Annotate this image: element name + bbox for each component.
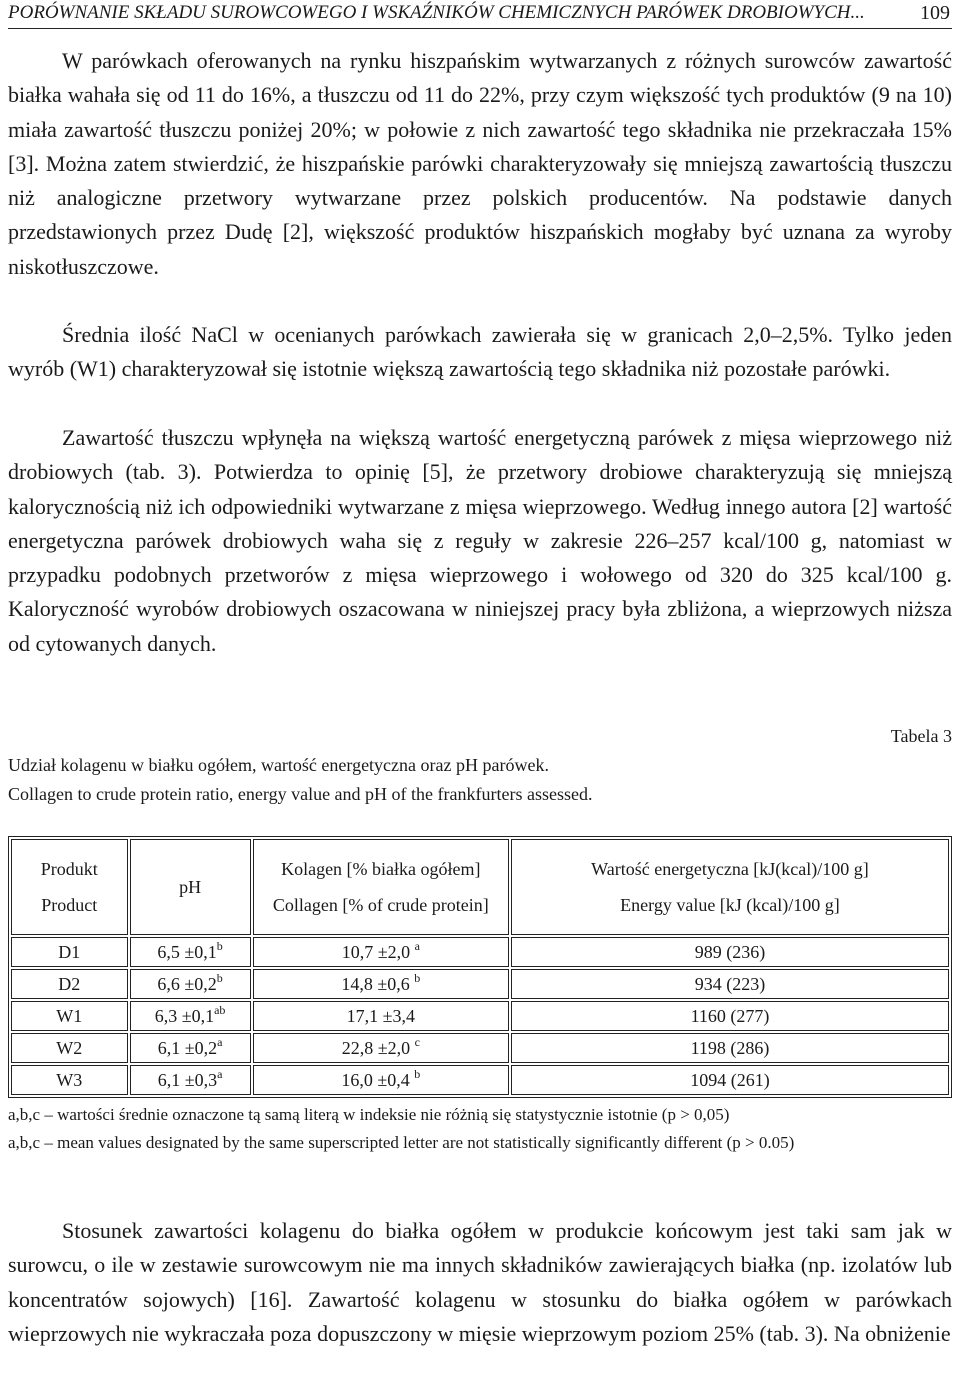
table-number: Tabela 3 bbox=[890, 726, 952, 746]
header-collagen-pl: Kolagen [% białka ogółem] bbox=[281, 859, 481, 880]
table-row bbox=[11, 1065, 949, 1095]
table-caption-en: Collagen to crude protein ratio, energy value and pH of the frankfurters assessed. bbox=[8, 784, 593, 804]
cell-product: D2 bbox=[11, 969, 128, 999]
cell-energy: 1198 (286) bbox=[511, 1033, 949, 1063]
header-collagen bbox=[253, 839, 509, 935]
header-product-pl: Produkt bbox=[40, 859, 98, 880]
table-note-pl: a,b,c – wartości średnie oznaczone tą samą literą w indeksie nie różnią się statystycznie istotnie (p > 0,05) bbox=[8, 1105, 730, 1124]
header-energy-en: Energy value [kJ (kcal)/100 g] bbox=[620, 895, 840, 916]
header-product bbox=[11, 839, 128, 935]
paragraph-3 bbox=[8, 421, 952, 661]
page-header bbox=[8, 2, 952, 29]
cell-ph: 6,1 ±0,3$^a$ bbox=[130, 1065, 251, 1095]
cell-ph: 6,3 ±0,1$^{ab}$ bbox=[130, 1001, 251, 1031]
header-product-en: Product bbox=[41, 895, 98, 916]
cell-ph: 6,6 ±0,2$^b$ bbox=[130, 969, 251, 999]
table-row bbox=[11, 1001, 949, 1031]
header-collagen-en: Collagen [% of crude protein] bbox=[272, 895, 489, 916]
table-row bbox=[11, 1033, 949, 1063]
table-note-en: a,b,c – mean values designated by the same superscripted letter are not statistically significantly different (p > 0.05) bbox=[8, 1133, 795, 1152]
paragraph-4-text: Stosunek zawartości kolagenu do białka ogółem w produkcie końcowym jest taki sam jak w surowcu, o ile w zestawie surowcowym nie ma innych składników zawierających białka (np. izolatów lub koncentratów sojowych) [16]. Zawartość kolagenu w stosunku do białka ogółem w parówkach wieprzowych nie wykraczała poza dopuszczony w mięsie wieprzowym poziom 25% (tab. 3). Na obniżenie bbox=[8, 1218, 952, 1346]
cell-product: W2 bbox=[11, 1033, 128, 1063]
cell-collagen: 17,1 ±3,4 bbox=[253, 1001, 509, 1031]
cell-collagen: 22,8 ±2,0 $^c$ bbox=[253, 1033, 509, 1063]
cell-collagen: 10,7 ±2,0 $^a$ bbox=[253, 937, 509, 967]
cell-ph: 6,5 ±0,1$^b$ bbox=[130, 937, 251, 967]
cell-product: W1 bbox=[11, 1001, 128, 1031]
cell-collagen: 16,0 ±0,4 $^b$ bbox=[253, 1065, 509, 1095]
paragraph-1 bbox=[8, 44, 952, 284]
cell-energy: 1160 (277) bbox=[511, 1001, 949, 1031]
paragraph-4 bbox=[8, 1214, 952, 1351]
table-row bbox=[11, 937, 949, 967]
cell-energy: 934 (223) bbox=[511, 969, 949, 999]
table-row bbox=[11, 969, 949, 999]
header-ph: pH bbox=[130, 839, 251, 935]
cell-product: W3 bbox=[11, 1065, 128, 1095]
running-title: PORÓWNANIE SKŁADU SUROWCOWEGO I WSKAŹNIKÓW CHEMICZNYCH PARÓWEK DROBIOWYCH... bbox=[8, 2, 865, 23]
cell-ph: 6,1 ±0,2$^a$ bbox=[130, 1033, 251, 1063]
paragraph-2 bbox=[8, 318, 952, 387]
table-caption-pl: Udział kolagenu w białku ogółem, wartość energetyczna oraz pH parówek. bbox=[8, 755, 549, 775]
paragraph-1-text: W parówkach oferowanych na rynku hiszpańskim wytwarzanych z różnych surowców zawartość białka wahała się od 11 do 16%, a tłuszczu od 11 do 22%, przy czym większość tych produktów (9 na 10) miała zawartość tłuszczu poniżej 20%; w połowie z nich zawartość tego składnika nie przekraczała 15% [3]. Można zatem stwierdzić, że hiszpańskie parówki charakteryzowały się mniejszą zawartością tłuszczu niż analogiczne przetwory wytwarzane przez polskich producentów. Na podstawie danych przedstawionych przez Dudę [2], większość produktów hiszpańskich mogłaby być uznana za wyroby niskotłuszczowe. bbox=[8, 48, 952, 279]
cell-collagen: 14,8 ±0,6 $^b$ bbox=[253, 969, 509, 999]
paragraph-2-text: Średnia ilość NaCl w ocenianych parówkach zawierała się w granicach 2,0–2,5%. Tylko jeden wyrób (W1) charakteryzował się istotnie większą zawartością tego składnika niż pozostałe parówki. bbox=[8, 322, 952, 382]
paragraph-3-text: Zawartość tłuszczu wpłynęła na większą wartość energetyczną parówek z mięsa wieprzowego niż drobiowych (tab. 3). Potwierdza to opinię [5], że przetwory drobiowe charakteryzują się mniejszą kalorycznością niż ich odpowiedniki wytwarzane z mięsa wieprzowego. Według innego autora [2] wartość energetyczna parówek drobiowych waha się z reguły w zakresie 226–257 kcal/100 g, natomiast w przypadku podobnych przetworów z mięsa wieprzowego i wołowego od 320 do 325 kcal/100 g. Kaloryczność wyrobów drobiowych oszacowana w niniejszej pracy była zbliżona, a wieprzowych niższa od cytowanych danych. bbox=[8, 425, 952, 656]
page-number: 109 bbox=[920, 2, 950, 24]
cell-product: D1 bbox=[11, 937, 128, 967]
cell-energy: 989 (236) bbox=[511, 937, 949, 967]
table-header-row bbox=[11, 839, 949, 935]
cell-energy: 1094 (261) bbox=[511, 1065, 949, 1095]
header-energy bbox=[511, 839, 949, 935]
data-table bbox=[8, 836, 952, 1098]
header-energy-pl: Wartość energetyczna [kJ(kcal)/100 g] bbox=[591, 859, 869, 880]
